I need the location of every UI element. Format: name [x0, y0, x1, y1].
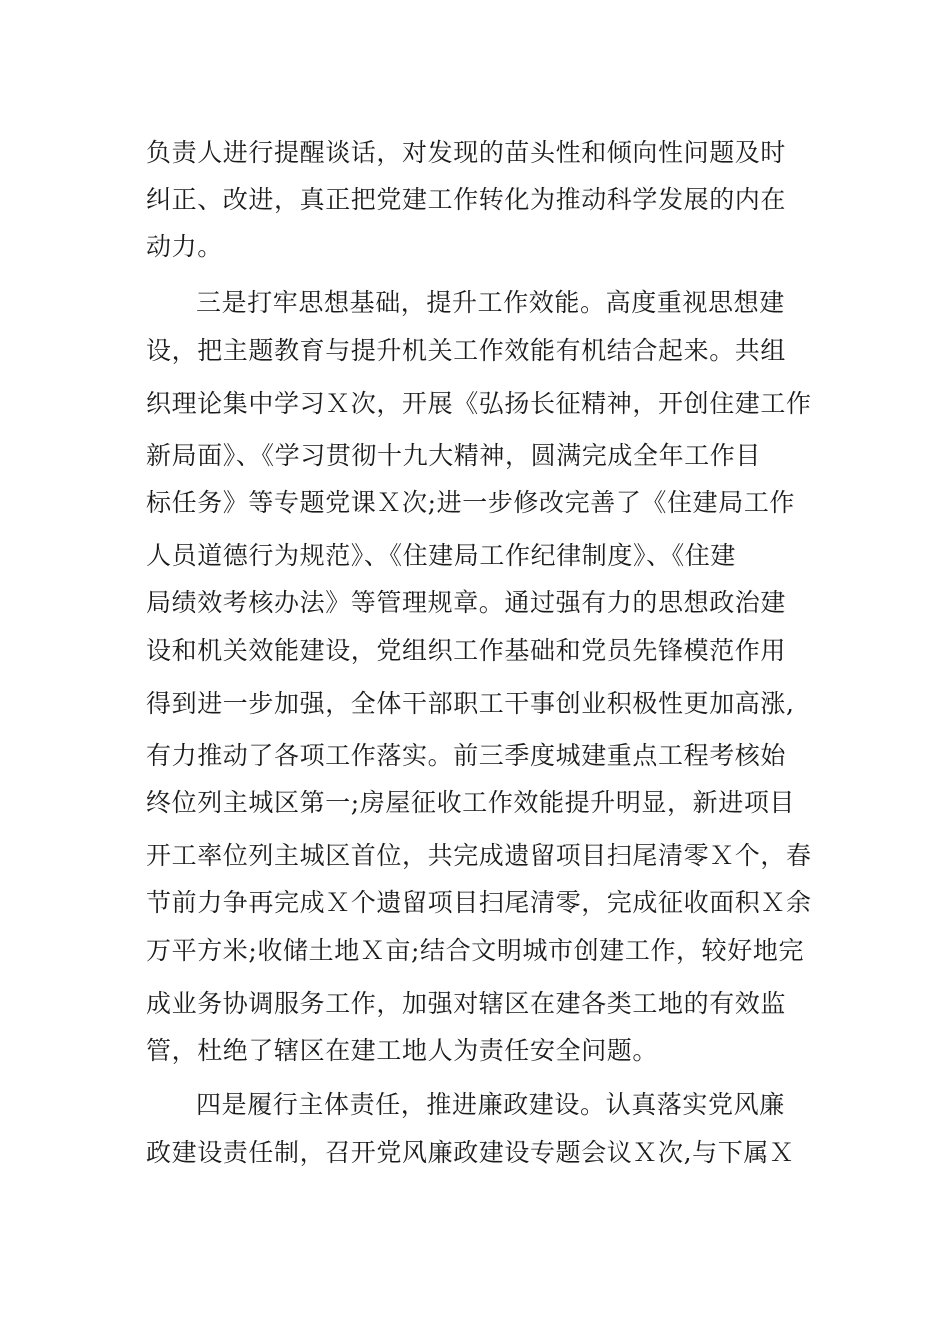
- text-line: 纠正、改进，真正把党建工作转化为推动科学发展的内在: [146, 185, 787, 214]
- text-line: 终位列主城区第一;房屋征收工作效能提升明显，新进项目: [146, 788, 796, 817]
- text-line: 设和机关效能建设，党组织工作基础和党员先锋模范作用: [146, 636, 787, 665]
- paragraph-start-line: 四是履行主体责任，推进廉政建设。认真落实党风廉: [196, 1090, 785, 1119]
- text-line: 标任务》等专题党课Ｘ次;进一步修改完善了《住建局工作: [146, 488, 796, 517]
- text-line: 有力推动了各项工作落实。前三季度城建重点工程考核始: [146, 741, 787, 770]
- text-line: 得到进一步加强，全体干部职工干事创业积极性更加高涨,: [146, 689, 795, 718]
- text-line: 管，杜绝了辖区在建工地人为责任安全问题。: [146, 1036, 659, 1065]
- text-line: 节前力争再完成Ｘ个遗留项目扫尾清零，完成征收面积Ｘ余: [146, 888, 812, 917]
- text-line: 开工率位列主城区首位，共完成遗留项目扫尾清零Ｘ个，春: [146, 841, 812, 870]
- text-line: 负责人进行提醒谈话，对发现的苗头性和倾向性问题及时: [146, 138, 787, 167]
- text-line: 新局面》、《学习贯彻十九大精神，圆满完成全年工作目: [146, 441, 762, 470]
- text-line: 人员道德行为规范》、《住建局工作纪律制度》、《住建: [146, 541, 737, 570]
- text-line: 动力。: [146, 232, 223, 261]
- text-line: 成业务协调服务工作，加强对辖区在建各类工地的有效监: [146, 989, 787, 1018]
- text-line: 局绩效考核办法》等管理规章。通过强有力的思想政治建: [146, 588, 787, 617]
- text-line: 万平方米;收储土地Ｘ亩;结合文明城市创建工作，较好地完: [146, 936, 805, 965]
- text-line: 织理论集中学习Ｘ次，开展《弘扬长征精神，开创住建工作: [146, 389, 812, 418]
- text-line: 政建设责任制，召开党风廉政建设专题会议Ｘ次,与下属Ｘ: [146, 1138, 795, 1167]
- paragraph-start-line: 三是打牢思想基础，提升工作效能。高度重视思想建: [196, 288, 785, 317]
- text-line: 设，把主题教育与提升机关工作效能有机结合起来。共组: [146, 336, 787, 365]
